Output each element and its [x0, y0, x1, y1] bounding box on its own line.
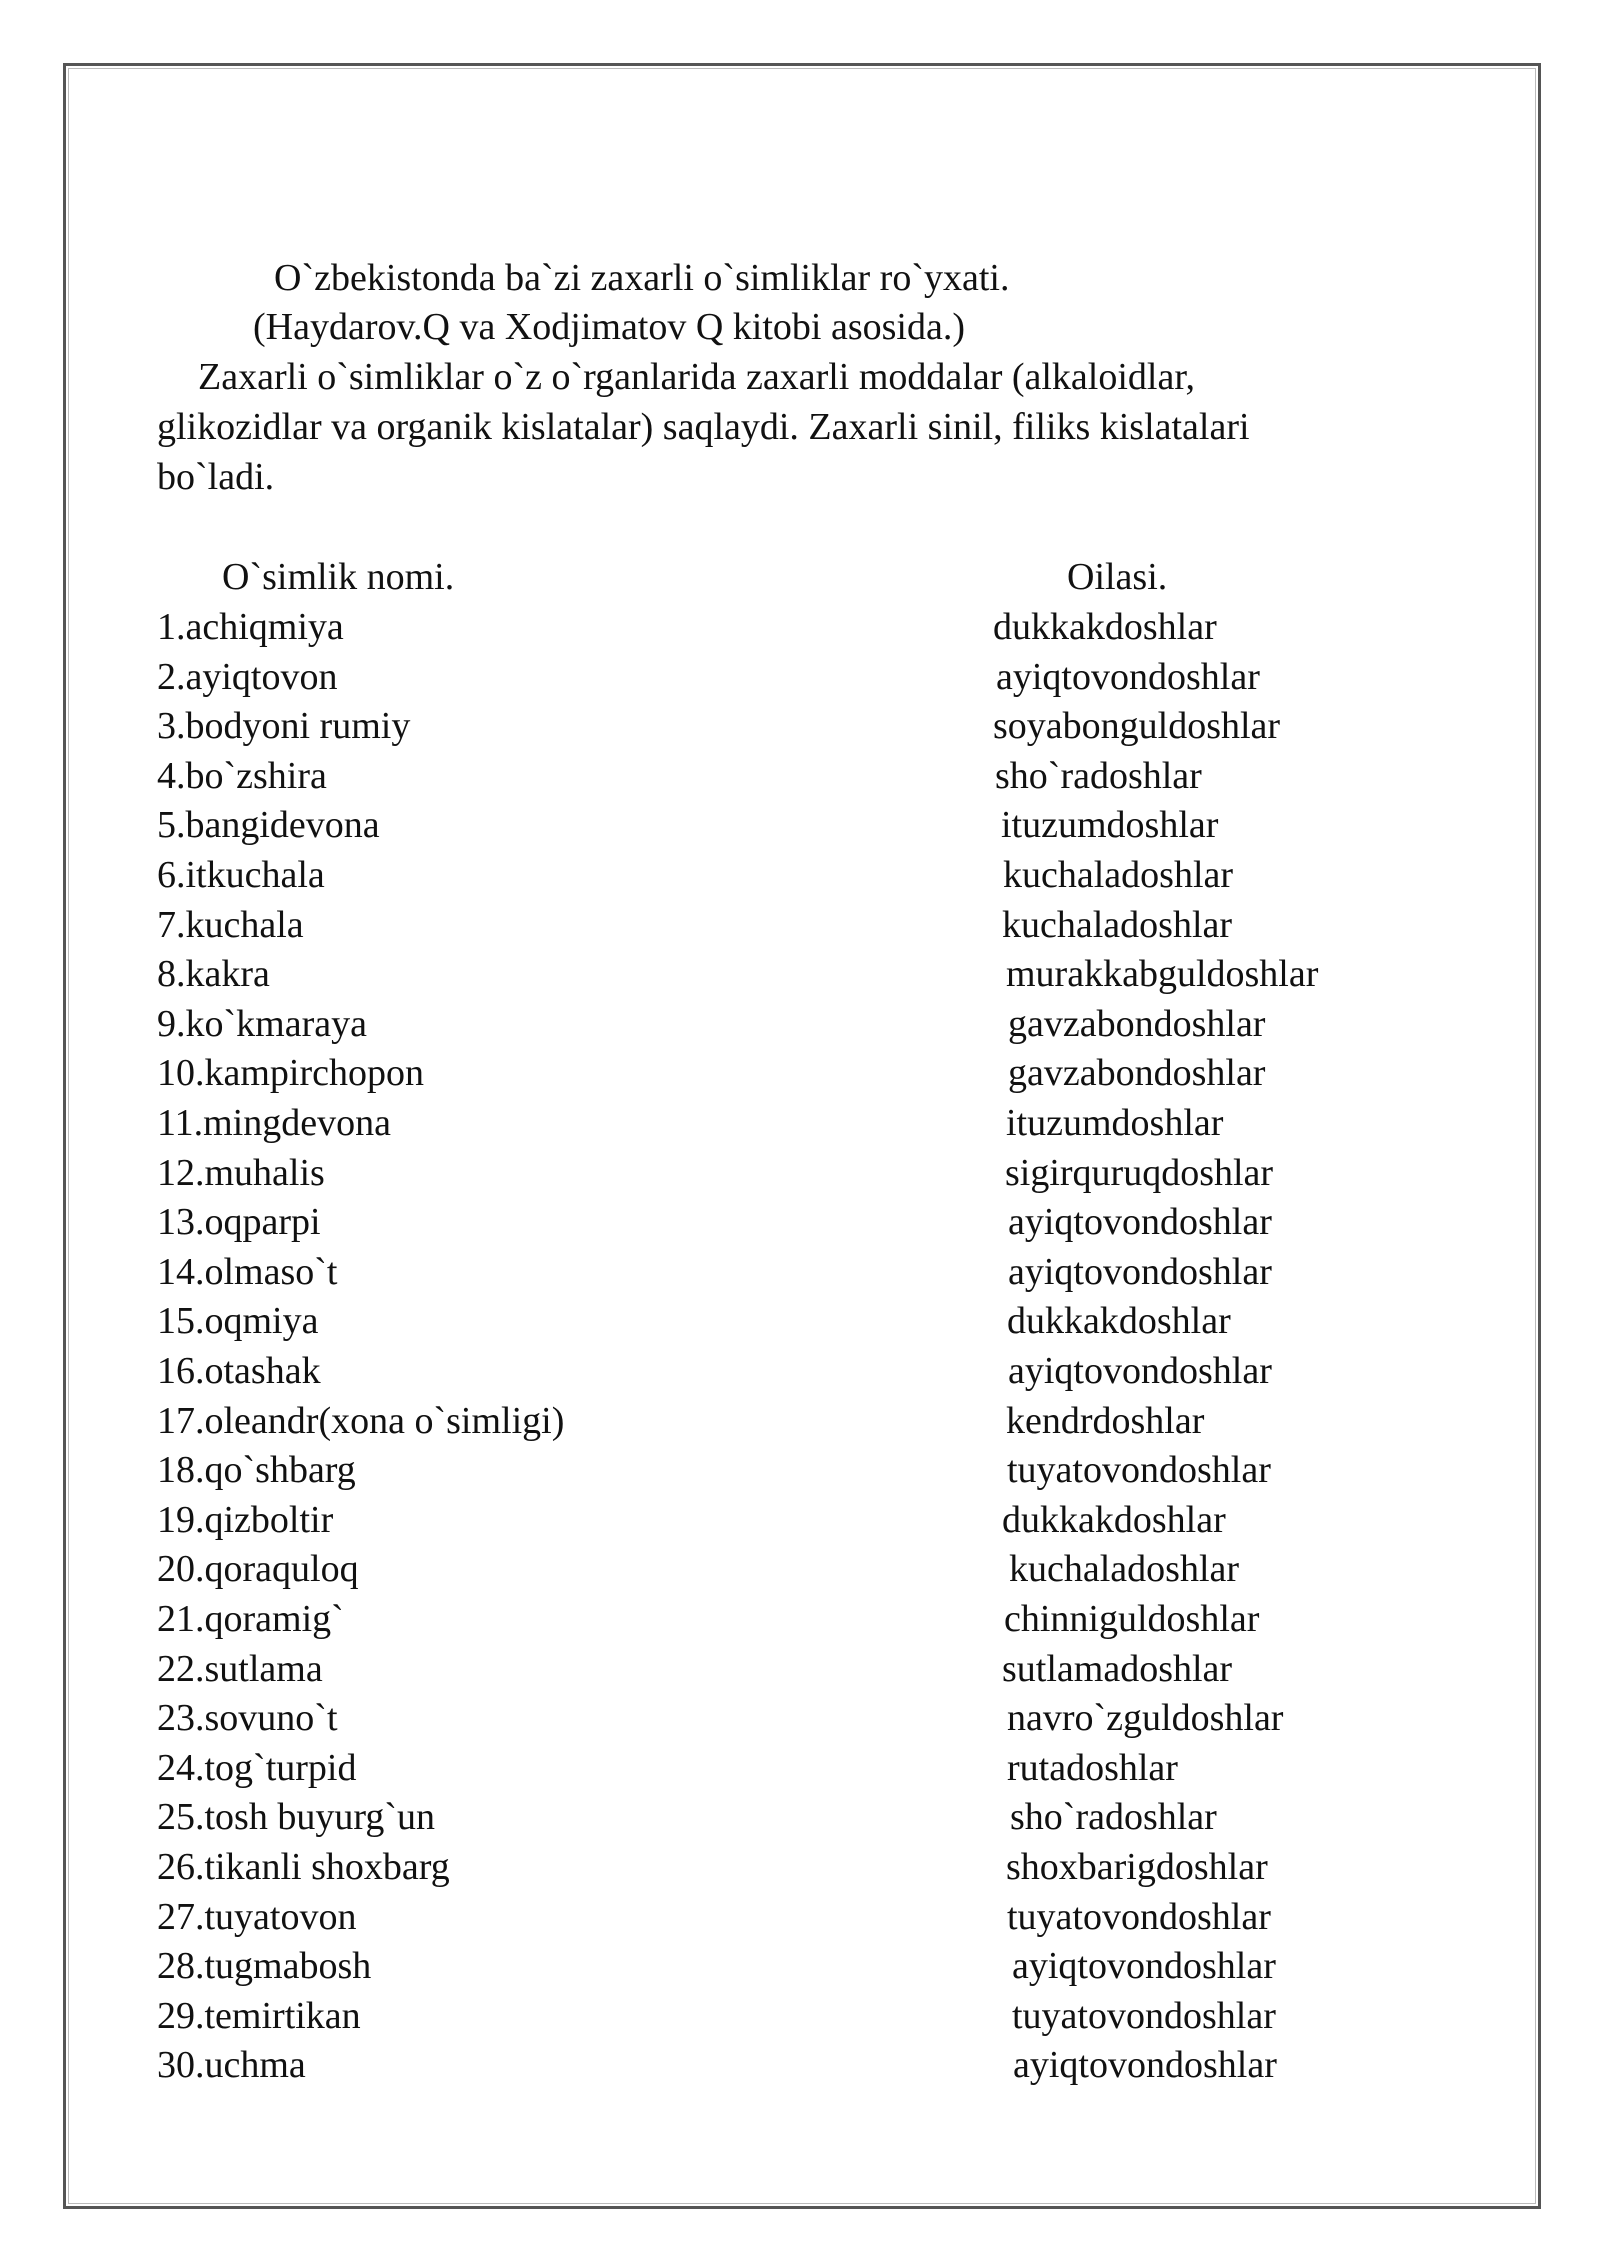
plant-name: 9.ko`kmaraya [157, 1002, 367, 1045]
intro-line-1: Zaxarli o`simliklar o`z o`rganlarida zaxarli moddalar (alkaloidlar, [198, 356, 1195, 398]
plant-name: 20.qoraquloq [157, 1548, 359, 1591]
plant-family: soyabonguldoshlar [993, 705, 1281, 748]
plant-name: 21.qoramig` [157, 1598, 344, 1640]
plant-family: kendrdoshlar [1006, 1399, 1205, 1442]
plant-name: 3.bodyoni rumiy [157, 705, 411, 748]
plant-name: 5.bangidevona [157, 804, 380, 847]
plant-name: 2.ayiqtovon [157, 655, 338, 698]
plant-family: navro`zguldoshlar [1007, 1697, 1284, 1740]
plant-family: kuchaladoshlar [1002, 903, 1233, 946]
plant-name: 7.kuchala [157, 903, 304, 946]
plant-family: ituzumdoshlar [1001, 804, 1219, 847]
plant-name: 13.oqparpi [157, 1201, 321, 1244]
plant-name: 24.tog`turpid [157, 1746, 357, 1789]
column-header-plant-name: O`simlik nomi. [222, 556, 455, 598]
plant-family: kuchaladoshlar [1009, 1548, 1240, 1591]
plant-family: murakkabguldoshlar [1006, 953, 1319, 996]
plant-family: ituzumdoshlar [1006, 1102, 1224, 1144]
intro-line-3: bo`ladi. [157, 456, 275, 498]
plant-name: 14.olmaso`t [157, 1250, 338, 1293]
intro-line-2: glikozidlar va organik kislatalar) saqlaydi. Zaxarli sinil, filiks kislatalari [157, 406, 1250, 448]
plant-family: sho`radoshlar [995, 754, 1202, 797]
plant-family: ayiqtovondoshlar [1008, 1250, 1272, 1293]
plant-family: dukkakdoshlar [993, 606, 1217, 648]
column-header-family: Oilasi. [1067, 556, 1168, 598]
plant-name: 11.mingdevona [157, 1102, 391, 1144]
plant-name: 25.tosh buyurg`un [157, 1796, 435, 1839]
plant-family: dukkakdoshlar [1002, 1498, 1226, 1541]
plant-name: 30.uchma [157, 2044, 306, 2087]
plant-name: 6.itkuchala [157, 854, 325, 896]
plant-family: sutlamadoshlar [1002, 1647, 1233, 1690]
plant-family: tuyatovondoshlar [1007, 1449, 1271, 1492]
plant-name: 18.qo`shbarg [157, 1449, 356, 1492]
document-title: O`zbekistonda ba`zi zaxarli o`simliklar ro`yxati. [274, 257, 1010, 299]
plant-family: chinniguldoshlar [1004, 1598, 1260, 1640]
plant-name: 29.temirtikan [157, 1994, 361, 2037]
plant-family: rutadoshlar [1007, 1746, 1178, 1789]
document-subtitle: (Haydarov.Q va Xodjimatov Q kitobi asosida.) [253, 306, 965, 348]
plant-family: ayiqtovondoshlar [1012, 1945, 1276, 1988]
plant-name: 1.achiqmiya [157, 606, 344, 648]
plant-name: 28.tugmabosh [157, 1945, 372, 1988]
plant-family: shoxbarigdoshlar [1006, 1846, 1268, 1888]
plant-family: kuchaladoshlar [1003, 854, 1234, 896]
plant-family: tuyatovondoshlar [1012, 1994, 1276, 2037]
plant-name: 15.oqmiya [157, 1300, 319, 1343]
plant-family: gavzabondoshlar [1008, 1002, 1266, 1045]
plant-name: 8.kakra [157, 953, 270, 996]
plant-name: 4.bo`zshira [157, 754, 327, 797]
plant-family: sho`radoshlar [1010, 1796, 1217, 1839]
plant-name: 23.sovuno`t [157, 1697, 338, 1740]
plant-name: 12.muhalis [157, 1151, 325, 1194]
plant-family: gavzabondoshlar [1008, 1052, 1266, 1095]
plant-name: 19.qizboltir [157, 1498, 334, 1541]
plant-family: ayiqtovondoshlar [1013, 2044, 1277, 2087]
plant-family: ayiqtovondoshlar [1008, 1201, 1272, 1244]
plant-name: 26.tikanli shoxbarg [157, 1846, 450, 1888]
plant-name: 22.sutlama [157, 1647, 323, 1690]
plant-family: tuyatovondoshlar [1007, 1895, 1271, 1938]
plant-family: sigirquruqdoshlar [1005, 1151, 1274, 1194]
plant-family: ayiqtovondoshlar [1008, 1350, 1272, 1392]
plant-name: 16.otashak [157, 1350, 321, 1392]
plant-name: 27.tuyatovon [157, 1895, 357, 1938]
plant-family: ayiqtovondoshlar [996, 655, 1260, 698]
plant-name: 17.oleandr(xona o`simligi) [157, 1399, 565, 1442]
plant-name: 10.kampirchopon [157, 1052, 425, 1095]
plant-family: dukkakdoshlar [1007, 1300, 1231, 1343]
